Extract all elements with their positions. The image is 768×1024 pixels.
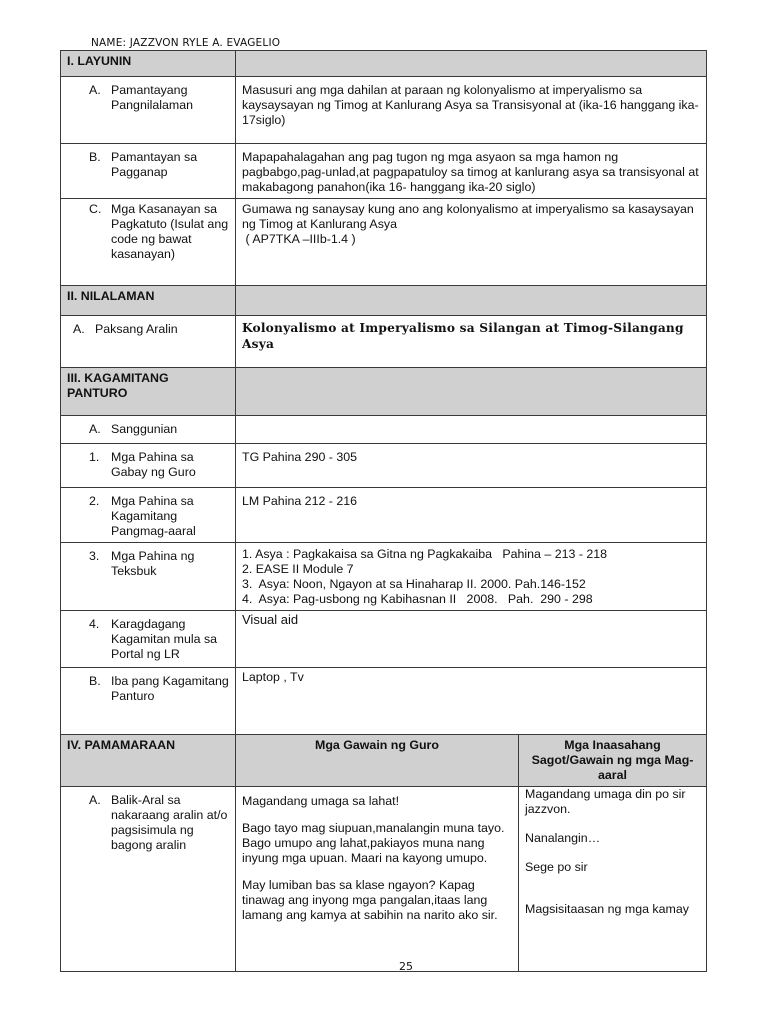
section-title: I. LAYUNIN — [61, 51, 236, 77]
magaaral-line: Magsisitaasan ng mga kamay — [525, 902, 689, 916]
guro-line: May lumiban bas sa klase ngayon? Kapag tinawag ang inyong mga pangalan,itaas lang lamang ang kamya at sabihin na narito ako sir. — [242, 878, 498, 922]
row-label: 2. Mga Pahina sa Kagamitang Pangmag-aaral — [89, 494, 196, 538]
row-paksang-aralin — [61, 316, 707, 368]
section-title: II. NILALAMAN — [61, 286, 236, 316]
row-value: Gumawa ng sanaysay kung ano ang kolonyalismo at imperyalismo sa kasaysayan ng Timog at Kanlurang Asya ( AP7TKA –IIIb-1.4 ) — [236, 199, 707, 286]
row-value — [236, 543, 707, 611]
guro-line: Bago tayo mag siupuan,manalangin muna tayo. — [242, 821, 505, 835]
section-nilalaman-header — [61, 286, 707, 316]
row-iba-pang-kagamitan — [61, 668, 707, 735]
guro-activities — [236, 787, 519, 972]
row-value: Visual aid — [236, 611, 707, 668]
teksbuk-ref: 4. Asya: Pag-usbong ng Kabihasnan II 2008. Pah. 290 - 298 — [242, 592, 593, 606]
row-label: 4. Karagdagang Kagamitan mula sa Portal ng LR — [89, 617, 218, 661]
row-value: Kolonyalismo at Imperyalismo sa Silangan at Timog-Silangang Asya — [236, 316, 707, 368]
row-label: C. Mga Kasanayan sa Pagkatuto (Isulat ang code ng bawat kasanayan) — [89, 202, 229, 261]
row-portal-ng-lr — [61, 611, 707, 668]
guro-line: Bago umupo ang lahat,pakiayos muna nang inyung mga upuan. Maari na kayong umupo. — [242, 836, 488, 865]
student-name: NAME: JAZZVON RYLE A. EVAGELIO — [91, 37, 281, 49]
row-label: 3. Mga Pahina ng Teksbuk — [89, 549, 195, 578]
teksbuk-ref: 1. Asya : Pagkakaisa sa Gitna ng Pagkakaiba Pahina – 213 - 218 — [242, 547, 608, 561]
row-kagamitang-pangmag-aaral — [61, 488, 707, 543]
row-value: Laptop , Tv — [236, 668, 707, 735]
row-teksbuk — [61, 543, 707, 611]
teksbuk-ref: 2. EASE II Module 7 — [242, 562, 354, 576]
section-pamamaraan-header — [61, 735, 707, 787]
section-title: III. KAGAMITANG PANTURO — [61, 368, 236, 416]
row-value: LM Pahina 212 - 216 — [236, 488, 707, 543]
row-label: B. Iba pang Kagamitang Panturo — [89, 674, 229, 703]
row-label: 1. Mga Pahina sa Gabay ng Guro — [89, 450, 196, 479]
section-kagamitan-header — [61, 368, 707, 416]
guro-line: Magandang umaga sa lahat! — [242, 794, 400, 808]
row-label: B. Pamantayan sa Pagganap — [89, 150, 198, 179]
magaaral-line: Sege po sir — [525, 860, 588, 874]
section-layunin-header — [61, 51, 707, 77]
row-value: Mapapahalagahan ang pag tugon ng mga asyaon sa mga hamon ng pagbabgo,pag-unlad,at pagpapatuloy sa timog at kanlurang asya sa transisyonal at makabagong panahon(ika 16- hanggang ika-20 siglo) — [236, 144, 707, 199]
row-value: TG Pahina 290 - 305 — [236, 444, 707, 488]
row-label: A. Sanggunian — [89, 422, 178, 436]
column-gawain-ng-guro: Mga Gawain ng Guro — [236, 735, 519, 787]
row-pamantayang-pangnilalaman — [61, 77, 707, 144]
column-inaasahang-sagot: Mga Inaasahang Sagot/Gawain ng mga Mag-aaral — [519, 735, 707, 787]
row-gabay-ng-guro — [61, 444, 707, 488]
teksbuk-ref: 3. Asya: Noon, Ngayon at sa Hinaharap II. 2000. Pah.146-152 — [242, 577, 586, 591]
row-pamantayan-sa-pagganap — [61, 144, 707, 199]
magaaral-line: Nanalangin… — [525, 831, 601, 845]
row-label: A. Paksang Aralin — [73, 322, 178, 336]
page-number: 25 — [399, 960, 413, 973]
section-title: IV. PAMAMARAAN — [61, 735, 236, 787]
lesson-plan-table — [60, 50, 707, 972]
row-label: A. Balik-Aral sa nakaraang aralin at/o pagsisimula ng bagong aralin — [89, 793, 228, 852]
row-value: Masusuri ang mga dahilan at paraan ng kolonyalismo at imperyalismo sa kaysaysayan ng Timog at Kanlurang Asya sa Transisyonal at (ika-16 hanggang ika-17siglo) — [236, 77, 707, 144]
row-sanggunian — [61, 416, 707, 444]
row-balik-aral — [61, 787, 707, 972]
magaaral-line: Magandang umaga din po sir jazzvon. — [525, 787, 686, 816]
row-label: A. Pamantayang Pangnilalaman — [89, 83, 193, 112]
row-mga-kasanayan — [61, 199, 707, 286]
magaaral-responses — [519, 787, 707, 972]
